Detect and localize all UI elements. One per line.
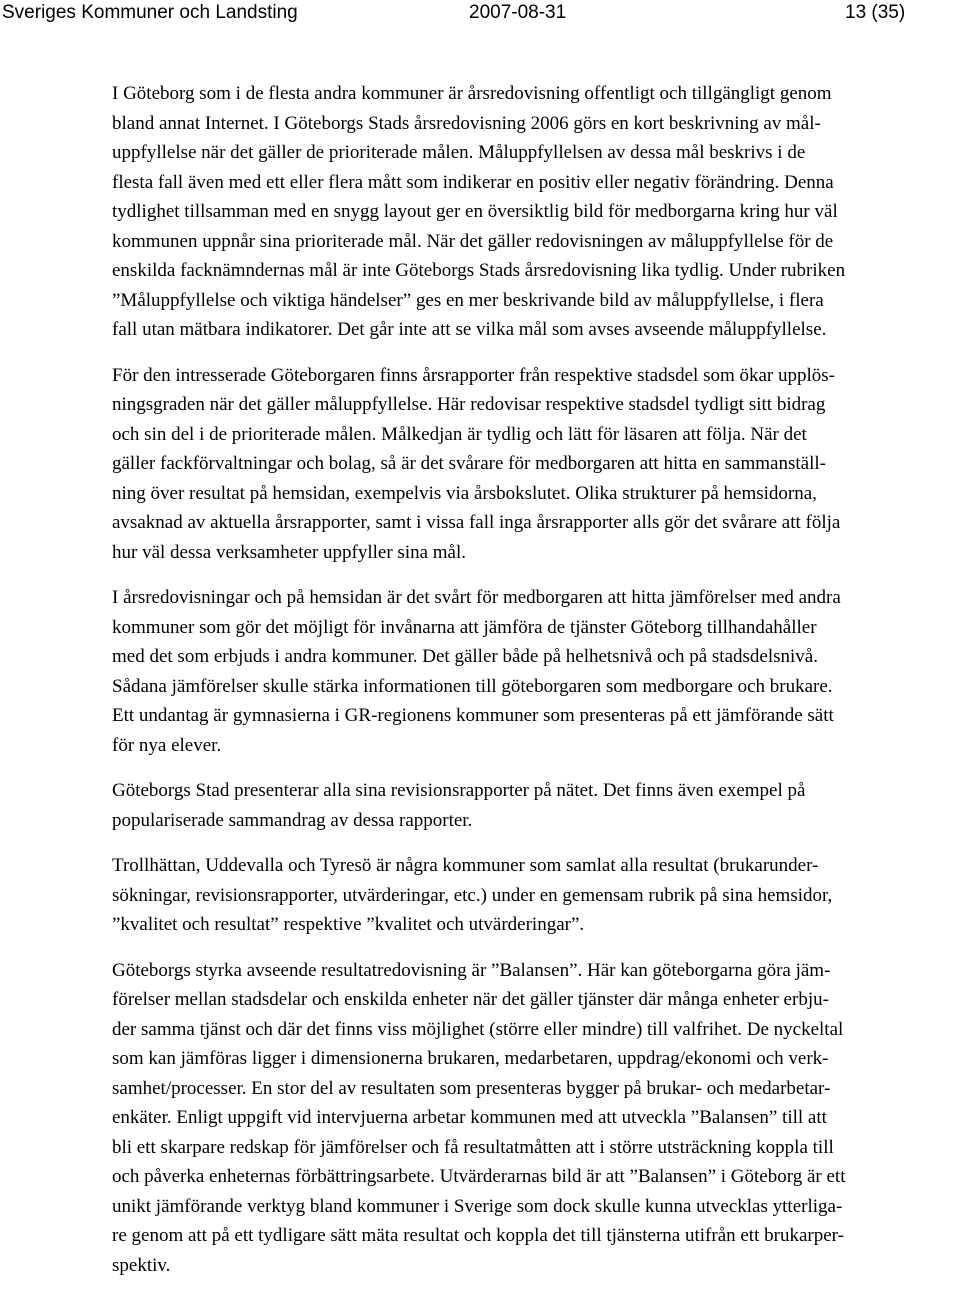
text-line: tydlighet tillsamman med en snygg layout ger en översiktlig bild för medborgarna kring hur väl xyxy=(112,201,838,222)
text-line: bli ett skarpare redskap för jämförelser och få resultatmåtten att i större utsträckning koppla till xyxy=(112,1136,834,1158)
paragraph xyxy=(112,956,942,1281)
text-line: kommunen uppnår sina prioriterade mål. När det gäller redovisningen av måluppfyllelse för de xyxy=(112,230,834,252)
text-line: unikt jämförande verktyg bland kommuner i Sverige som dock skulle kunna utvecklas ytterliga- xyxy=(112,1195,843,1217)
text-line: och påverka enheternas förbättringsarbete. Utvärderarnas bild är att ”Balansen” i Göteborg är ett xyxy=(112,1166,846,1187)
text-line: med det som erbjuds i andra kommuner. Det gäller både på helhetsnivå och på stadsdelsnivå. xyxy=(112,646,818,667)
text-line: re genom att på ett tydligare sätt mäta resultat och koppla det till tjänsterna utifrån ett brukarper- xyxy=(112,1225,844,1246)
paragraph xyxy=(112,583,942,760)
text-line: som kan jämföras ligger i dimensionerna brukaren, medarbetaren, uppdrag/ekonomi och verk- xyxy=(112,1048,829,1069)
text-line: avsaknad av aktuella årsrapporter, samt i vissa fall inga årsrapporter alls gör det svårare att följa xyxy=(112,512,841,533)
text-line: För den intresserade Göteborgaren finns årsrapporter från respektive stadsdel som ökar upplös- xyxy=(112,364,836,386)
paragraph xyxy=(112,776,942,835)
text-line: hur väl dessa verksamheter uppfyller sina mål. xyxy=(112,541,467,563)
text-line: ning över resultat på hemsidan, exempelvis via årsbokslutet. Olika strukturer på hemsidorna, xyxy=(112,482,817,504)
paragraph xyxy=(112,79,942,345)
text-line: gäller fackförvaltningar och bolag, så är det svårare för medborgaren att hitta en sammanställ- xyxy=(112,453,826,474)
text-line: Trollhättan, Uddevalla och Tyresö är några kommuner som samlat alla resultat (brukarunder- xyxy=(112,855,819,876)
text-line: Sådana jämförelser skulle stärka informationen till göteborgaren som medborgare och brukare. xyxy=(112,675,833,697)
text-line: spektiv. xyxy=(112,1254,171,1276)
text-line: bland annat Internet. I Göteborgs Stads årsredovisning 2006 görs en kort beskrivning av mål- xyxy=(112,112,821,134)
header-page-number: 13 (35) xyxy=(845,2,906,23)
text-line: der samma tjänst och där det finns viss möjlighet (större eller mindre) till valfrihet. De nyckeltal xyxy=(112,1018,844,1040)
text-line: sökningar, revisionsrapporter, utvärderingar, etc.) under en gemensam rubrik på sina hemsidor, xyxy=(112,884,833,906)
paragraph xyxy=(112,851,942,940)
page-header xyxy=(0,0,960,30)
text-line: uppfyllelse när det gäller de prioriterade målen. Måluppfyllelsen av dessa mål beskrivs i de xyxy=(112,142,806,163)
text-line: och sin del i de prioriterade målen. Målkedjan är tydlig och lätt för läsaren att följa. När det xyxy=(112,423,807,445)
text-line: för nya elever. xyxy=(112,734,222,756)
text-line: Göteborgs styrka avseende resultatredovisning är ”Balansen”. Här kan göteborgarna göra jäm- xyxy=(112,959,831,981)
text-line: flesta fall även med ett eller flera mått som indikerar en positiv eller negativ förändring. Denna xyxy=(112,171,834,193)
text-line: I Göteborg som i de flesta andra kommuner är årsredovisning offentligt och tillgängligt genom xyxy=(112,83,832,104)
text-line: I årsredovisningar och på hemsidan är det svårt för medborgaren att hitta jämförelser med andra xyxy=(112,587,841,608)
paragraph xyxy=(112,361,942,568)
text-line: ”kvalitet och resultat” respektive ”kvalitet och utvärderingar”. xyxy=(112,914,585,935)
text-line: kommuner som gör det möjligt för invånarna att jämföra de tjänster Göteborg tillhandahåller xyxy=(112,616,817,638)
text-line: ningsgraden när det gäller måluppfyllelse. Här redovisar respektive stadsdel tydligt sitt bidrag xyxy=(112,394,826,415)
header-organization: Sveriges Kommuner och Landsting xyxy=(2,2,298,23)
text-line: förelser mellan stadsdelar och enskilda enheter när det gäller tjänster där många enheter erbju- xyxy=(112,989,829,1010)
text-line: populariserade sammandrag av dessa rapporter. xyxy=(112,809,473,831)
document-body xyxy=(112,79,942,1296)
text-line: Göteborgs Stad presenterar alla sina revisionsrapporter på nätet. Det finns även exempel på xyxy=(112,780,806,801)
text-line: Ett undantag är gymnasierna i GR-regionens kommuner som presenteras på ett jämförande sätt xyxy=(112,705,834,726)
text-line: ”Måluppfyllelse och viktiga händelser” ges en mer beskrivande bild av måluppfyllelse, i flera xyxy=(112,289,824,311)
text-line: enskilda facknämndernas mål är inte Göteborgs Stads årsredovisning lika tydlig. Under rubriken xyxy=(112,260,846,281)
text-line: samhet/processer. En stor del av resultaten som presenteras bygger på brukar- och medarbetar- xyxy=(112,1077,831,1099)
header-date: 2007-08-31 xyxy=(469,2,567,23)
text-line: enkäter. Enligt uppgift vid intervjuerna arbetar kommunen med att utveckla ”Balansen” till att xyxy=(112,1107,827,1128)
text-line: fall utan mätbara indikatorer. Det går inte att se vilka mål som avses avseende måluppfyllelse. xyxy=(112,319,827,340)
